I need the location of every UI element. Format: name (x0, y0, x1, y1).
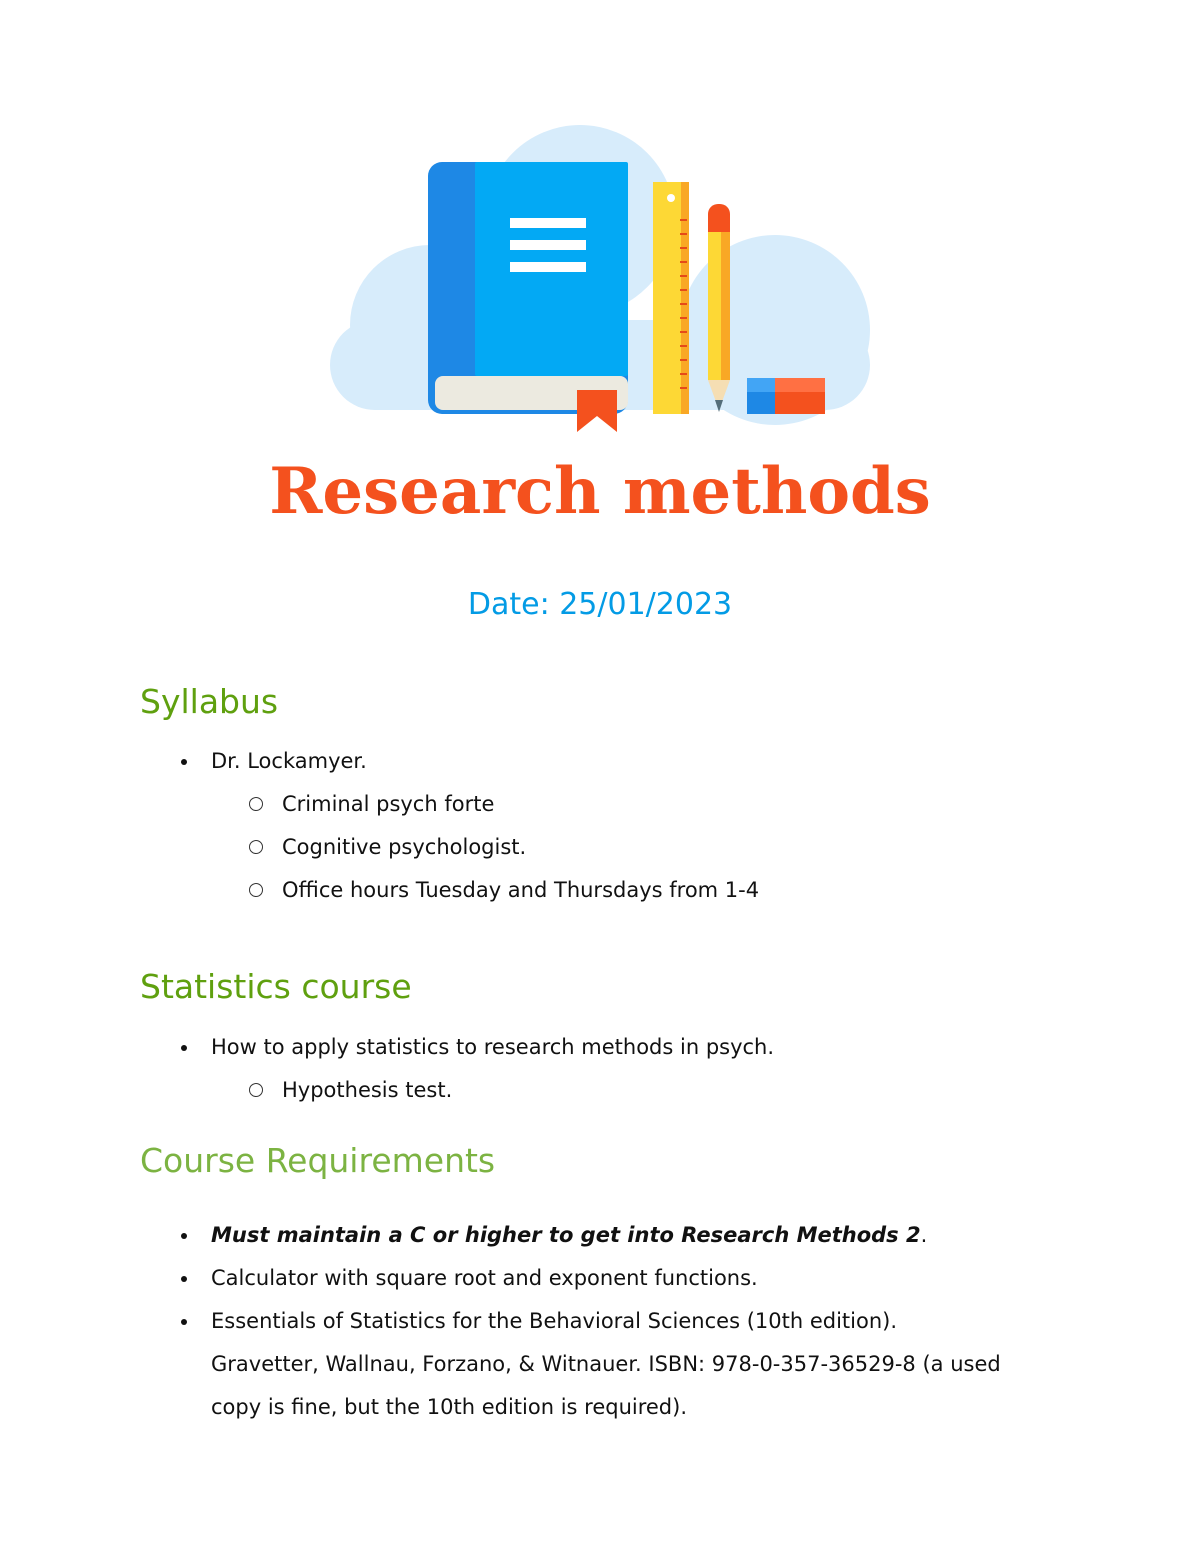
pencil-icon (708, 204, 730, 412)
eraser-icon (747, 378, 825, 414)
bookmark-icon (577, 390, 617, 432)
hollow-bullet-icon (249, 840, 263, 854)
ruler-icon (653, 182, 689, 414)
section-heading-statistics: Statistics course (140, 967, 412, 1006)
list-item: Dr. Lockamyer. (0, 740, 759, 783)
page-title: Research methods (269, 454, 931, 529)
list-item: Calculator with square root and exponent functions. (0, 1257, 1011, 1300)
list-subitem: Office hours Tuesday and Thursdays from 1-4 (0, 869, 759, 912)
book-icon (428, 162, 628, 414)
list-subitem: Criminal psych forte (0, 783, 759, 826)
hollow-bullet-icon (249, 883, 263, 897)
bullet-icon (181, 1276, 187, 1282)
bullet-icon (181, 1233, 187, 1239)
list-subitem: Cognitive psychologist. (0, 826, 759, 869)
bullet-icon (181, 1045, 187, 1051)
list-subitem: Hypothesis test. (0, 1069, 774, 1112)
header-illustration (325, 120, 875, 440)
section-heading-requirements: Course Requirements (140, 1141, 496, 1180)
list-item: Essentials of Statistics for the Behavioral Sciences (10th edition). Gravetter, Wallnau, Forzano, & Witnauer. ISBN: 978-0-357-36529-8 (a used copy is fine, but the 10th edition is required). (0, 1300, 1011, 1429)
list-item: Must maintain a C or higher to get into Research Methods 2. (0, 1214, 1011, 1257)
document-date: Date: 25/01/2023 (467, 587, 733, 622)
syllabus-list (0, 740, 759, 912)
statistics-list (0, 1026, 774, 1112)
bullet-icon (181, 759, 187, 765)
hollow-bullet-icon (249, 1083, 263, 1097)
requirements-list (0, 1214, 1011, 1429)
section-heading-syllabus: Syllabus (140, 682, 279, 721)
list-item: How to apply statistics to research methods in psych. (0, 1026, 774, 1069)
bullet-icon (181, 1319, 187, 1325)
hollow-bullet-icon (249, 797, 263, 811)
